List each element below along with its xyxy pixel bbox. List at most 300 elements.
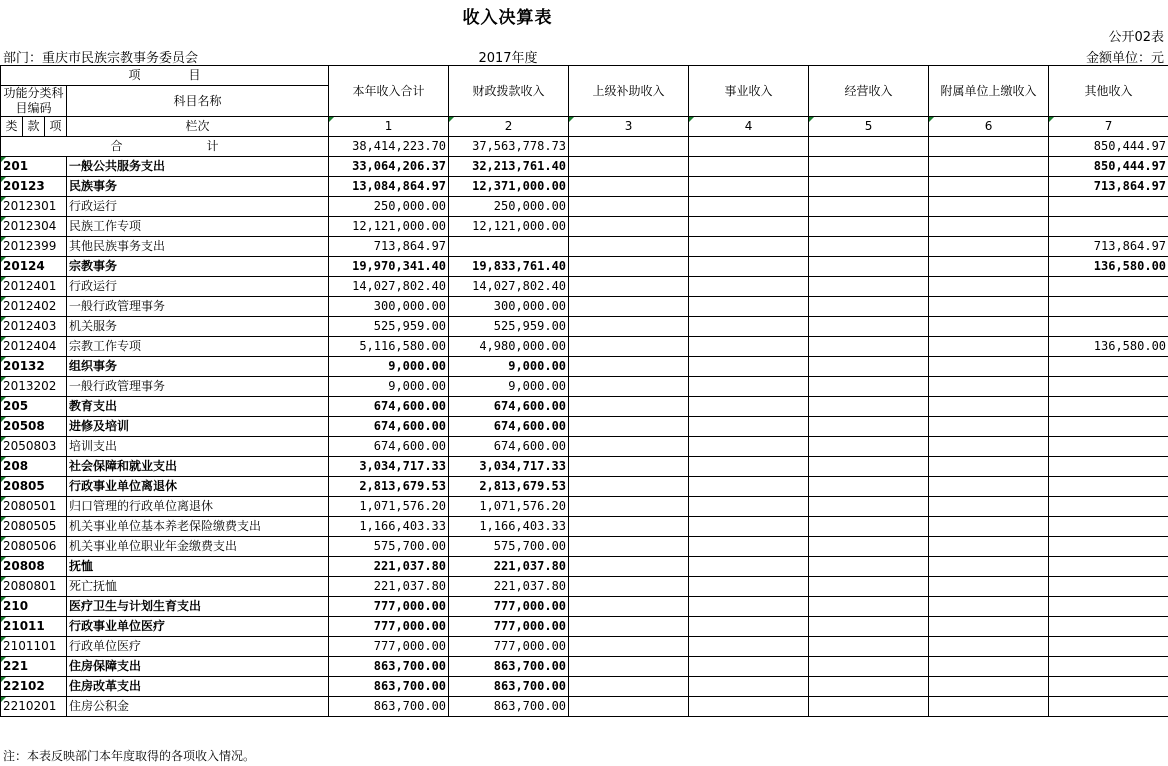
amount-cell [809, 277, 929, 297]
subject-name: 社会保障和就业支出 [67, 457, 329, 477]
subject-name: 机关事业单位职业年金缴费支出 [67, 537, 329, 557]
table-row [1, 417, 1168, 437]
amount-cell [1049, 417, 1168, 437]
amount-cell [569, 397, 689, 417]
subject-name: 住房保障支出 [67, 657, 329, 677]
table-row [1, 597, 1168, 617]
amount-cell: 3,034,717.33 [329, 457, 449, 477]
total-cell: 850,444.97 [1049, 137, 1168, 157]
subject-code: 20508 [1, 417, 67, 437]
amount-cell [569, 557, 689, 577]
amount-cell [929, 637, 1049, 657]
amount-cell [929, 377, 1049, 397]
amount-cell [1049, 277, 1168, 297]
amount-cell: 4,980,000.00 [449, 337, 569, 357]
amount-cell [1049, 697, 1168, 717]
amount-cell [689, 617, 809, 637]
amount-cell [809, 217, 929, 237]
amount-unit: 金额单位：元 [1085, 51, 1164, 66]
amount-cell: 300,000.00 [329, 297, 449, 317]
amount-cell [929, 457, 1049, 477]
amount-cell [1049, 517, 1168, 537]
amount-cell: 12,121,000.00 [449, 217, 569, 237]
lei-header: 类 [1, 117, 23, 137]
kuan-header: 款 [23, 117, 45, 137]
amount-cell [689, 437, 809, 457]
subject-code: 2012401 [1, 277, 67, 297]
table-row [1, 197, 1168, 217]
amount-cell [569, 157, 689, 177]
table-body [1, 66, 1168, 717]
amount-cell [569, 617, 689, 637]
amount-cell: 525,959.00 [329, 317, 449, 337]
subject-code: 221 [1, 657, 67, 677]
amount-cell: 777,000.00 [329, 597, 449, 617]
amount-cell [929, 157, 1049, 177]
subject-code: 2012304 [1, 217, 67, 237]
amount-cell [569, 377, 689, 397]
amount-cell [1049, 677, 1168, 697]
amount-cell: 863,700.00 [449, 677, 569, 697]
amount-cell [929, 477, 1049, 497]
subject-name: 机关事业单位基本养老保险缴费支出 [67, 517, 329, 537]
amount-cell [809, 497, 929, 517]
col-number-6: 6 [929, 117, 1049, 137]
table-row [1, 617, 1168, 637]
col-number-4: 4 [689, 117, 809, 137]
amount-cell [569, 357, 689, 377]
lanci-label: 栏次 [67, 117, 329, 137]
total-cell [689, 137, 809, 157]
amount-cell [1049, 597, 1168, 617]
table-row [1, 557, 1168, 577]
amount-cell: 9,000.00 [329, 377, 449, 397]
amount-cell [1049, 477, 1168, 497]
amount-cell [1049, 357, 1168, 377]
amount-cell [1049, 557, 1168, 577]
subject-name: 抚恤 [67, 557, 329, 577]
amount-cell: 777,000.00 [329, 637, 449, 657]
subject-name: 民族工作专项 [67, 217, 329, 237]
amount-cell: 1,071,576.20 [449, 497, 569, 517]
table-row [1, 277, 1168, 297]
subject-name: 行政单位医疗 [67, 637, 329, 657]
table-row [1, 637, 1168, 657]
table-row [1, 397, 1168, 417]
amount-cell [929, 617, 1049, 637]
amount-cell [1049, 637, 1168, 657]
table-row [1, 377, 1168, 397]
subject-code: 2012399 [1, 237, 67, 257]
subject-name: 行政事业单位离退休 [67, 477, 329, 497]
amount-cell: 850,444.97 [1049, 157, 1168, 177]
amount-cell: 136,580.00 [1049, 257, 1168, 277]
subject-code: 210 [1, 597, 67, 617]
subject-code: 205 [1, 397, 67, 417]
xiang-header: 项 [45, 117, 67, 137]
table-row [1, 177, 1168, 197]
item-header: 项 目 [1, 66, 329, 86]
amount-cell [809, 297, 929, 317]
amount-cell: 674,600.00 [449, 417, 569, 437]
amount-cell [689, 197, 809, 217]
subject-code: 20124 [1, 257, 67, 277]
col-header-5: 经营收入 [809, 66, 929, 117]
amount-cell [569, 537, 689, 557]
amount-cell [809, 157, 929, 177]
table-number: 公开02表 [1108, 30, 1164, 45]
amount-cell [809, 637, 929, 657]
amount-cell: 777,000.00 [329, 617, 449, 637]
table-row [1, 677, 1168, 697]
subject-code: 2012404 [1, 337, 67, 357]
subject-name: 住房公积金 [67, 697, 329, 717]
amount-cell: 32,213,761.40 [449, 157, 569, 177]
footnote: 注：本表反映部门本年度取得的各项收入情况。 [3, 749, 256, 763]
amount-cell [1049, 657, 1168, 677]
subject-code: 2012402 [1, 297, 67, 317]
amount-cell [689, 277, 809, 297]
table-row [1, 477, 1168, 497]
amount-cell [1049, 457, 1168, 477]
subject-code: 2050803 [1, 437, 67, 457]
subject-code: 20808 [1, 557, 67, 577]
subject-code: 201 [1, 157, 67, 177]
amount-cell [689, 157, 809, 177]
header-row-item [1, 66, 1168, 86]
page-title: 收入决算表 [462, 8, 553, 28]
amount-cell [569, 337, 689, 357]
amount-cell: 575,700.00 [449, 537, 569, 557]
amount-cell: 863,700.00 [329, 697, 449, 717]
amount-cell: 1,071,576.20 [329, 497, 449, 517]
amount-cell [809, 517, 929, 537]
col-number-5: 5 [809, 117, 929, 137]
amount-cell [569, 577, 689, 597]
amount-cell: 14,027,802.40 [329, 277, 449, 297]
total-cell [809, 137, 929, 157]
subject-code: 2080506 [1, 537, 67, 557]
amount-cell [809, 697, 929, 717]
amount-cell [689, 457, 809, 477]
subject-name: 机关服务 [67, 317, 329, 337]
column-number-row [1, 117, 1168, 137]
table-row [1, 297, 1168, 317]
amount-cell [569, 477, 689, 497]
amount-cell [689, 557, 809, 577]
amount-cell [929, 357, 1049, 377]
amount-cell [929, 517, 1049, 537]
amount-cell [689, 357, 809, 377]
amount-cell [689, 177, 809, 197]
amount-cell [689, 237, 809, 257]
subject-name: 死亡抚恤 [67, 577, 329, 597]
amount-cell [569, 177, 689, 197]
amount-cell: 777,000.00 [449, 637, 569, 657]
amount-cell [929, 657, 1049, 677]
amount-cell: 713,864.97 [1049, 237, 1168, 257]
amount-cell [689, 677, 809, 697]
amount-cell: 2,813,679.53 [449, 477, 569, 497]
amount-cell: 19,833,761.40 [449, 257, 569, 277]
table-row [1, 517, 1168, 537]
department-label: 部门：重庆市民族宗教事务委员会 [3, 51, 199, 66]
amount-cell [809, 617, 929, 637]
subject-name-header: 科目名称 [67, 86, 329, 117]
col-header-7: 其他收入 [1049, 66, 1168, 117]
amount-cell [929, 697, 1049, 717]
amount-cell [809, 437, 929, 457]
fiscal-year: 2017年度 [478, 51, 538, 66]
total-cell: 37,563,778.73 [449, 137, 569, 157]
subject-name: 进修及培训 [67, 417, 329, 437]
amount-cell [809, 417, 929, 437]
amount-cell: 863,700.00 [329, 677, 449, 697]
amount-cell [569, 257, 689, 277]
subject-code: 20805 [1, 477, 67, 497]
amount-cell [929, 497, 1049, 517]
amount-cell [569, 677, 689, 697]
amount-cell [929, 557, 1049, 577]
table-row [1, 257, 1168, 277]
amount-cell: 2,813,679.53 [329, 477, 449, 497]
col-number-3: 3 [569, 117, 689, 137]
amount-cell [689, 637, 809, 657]
amount-cell: 13,084,864.97 [329, 177, 449, 197]
amount-cell [569, 297, 689, 317]
func-code-header: 功能分类科目编码 [1, 86, 67, 117]
amount-cell [929, 297, 1049, 317]
amount-cell [689, 537, 809, 557]
amount-cell: 777,000.00 [449, 597, 569, 617]
amount-cell [809, 677, 929, 697]
amount-cell: 1,166,403.33 [329, 517, 449, 537]
amount-cell: 674,600.00 [329, 417, 449, 437]
amount-cell [929, 257, 1049, 277]
amount-cell [1049, 537, 1168, 557]
table-row [1, 237, 1168, 257]
amount-cell [1049, 437, 1168, 457]
amount-cell [1049, 577, 1168, 597]
amount-cell [1049, 217, 1168, 237]
amount-cell: 9,000.00 [329, 357, 449, 377]
table-row [1, 217, 1168, 237]
table-row [1, 437, 1168, 457]
amount-cell [929, 237, 1049, 257]
col-number-2: 2 [449, 117, 569, 137]
amount-cell [1049, 617, 1168, 637]
amount-cell [569, 217, 689, 237]
table-row [1, 657, 1168, 677]
amount-cell: 19,970,341.40 [329, 257, 449, 277]
amount-cell [809, 657, 929, 677]
subject-code: 20123 [1, 177, 67, 197]
amount-cell [809, 197, 929, 217]
amount-cell [449, 237, 569, 257]
col-header-2: 财政拨款收入 [449, 66, 569, 117]
subject-name: 行政运行 [67, 197, 329, 217]
amount-cell [569, 237, 689, 257]
amount-cell [569, 457, 689, 477]
table-row [1, 357, 1168, 377]
amount-cell [929, 277, 1049, 297]
subject-code: 2101101 [1, 637, 67, 657]
amount-cell: 221,037.80 [449, 557, 569, 577]
col-number-7: 7 [1049, 117, 1168, 137]
amount-cell [689, 337, 809, 357]
subject-name: 医疗卫生与计划生育支出 [67, 597, 329, 617]
amount-cell [809, 537, 929, 557]
amount-cell [809, 557, 929, 577]
amount-cell [1049, 377, 1168, 397]
amount-cell [929, 677, 1049, 697]
amount-cell [689, 217, 809, 237]
amount-cell: 674,600.00 [329, 397, 449, 417]
subject-code: 2013202 [1, 377, 67, 397]
subject-code: 2080801 [1, 577, 67, 597]
amount-cell [569, 637, 689, 657]
amount-cell: 136,580.00 [1049, 337, 1168, 357]
amount-cell: 1,166,403.33 [449, 517, 569, 537]
amount-cell: 14,027,802.40 [449, 277, 569, 297]
amount-cell [689, 377, 809, 397]
amount-cell [809, 477, 929, 497]
amount-cell: 5,116,580.00 [329, 337, 449, 357]
amount-cell: 674,600.00 [449, 437, 569, 457]
subject-code: 2012403 [1, 317, 67, 337]
amount-cell: 863,700.00 [449, 697, 569, 717]
amount-cell [809, 377, 929, 397]
total-cell: 38,414,223.70 [329, 137, 449, 157]
amount-cell [569, 317, 689, 337]
subject-name: 其他民族事务支出 [67, 237, 329, 257]
amount-cell [689, 697, 809, 717]
subject-name: 一般行政管理事务 [67, 297, 329, 317]
amount-cell: 863,700.00 [449, 657, 569, 677]
amount-cell [689, 477, 809, 497]
amount-cell [929, 537, 1049, 557]
table-row [1, 317, 1168, 337]
total-cell [569, 137, 689, 157]
amount-cell: 674,600.00 [329, 437, 449, 457]
subject-name: 归口管理的行政单位离退休 [67, 497, 329, 517]
col-header-6: 附属单位上缴收入 [929, 66, 1049, 117]
table-row [1, 157, 1168, 177]
amount-cell [1049, 317, 1168, 337]
table-row [1, 537, 1168, 557]
amount-cell [929, 177, 1049, 197]
subject-name: 宗教工作专项 [67, 337, 329, 357]
amount-cell: 33,064,206.37 [329, 157, 449, 177]
amount-cell [569, 597, 689, 617]
table-row [1, 577, 1168, 597]
amount-cell: 221,037.80 [449, 577, 569, 597]
subject-code: 2012301 [1, 197, 67, 217]
amount-cell [1049, 297, 1168, 317]
amount-cell [809, 597, 929, 617]
amount-cell [1049, 197, 1168, 217]
col-header-4: 事业收入 [689, 66, 809, 117]
amount-cell [569, 697, 689, 717]
amount-cell: 300,000.00 [449, 297, 569, 317]
subject-code: 22102 [1, 677, 67, 697]
subject-name: 一般行政管理事务 [67, 377, 329, 397]
amount-cell: 713,864.97 [1049, 177, 1168, 197]
subject-name: 行政运行 [67, 277, 329, 297]
subject-code: 2080501 [1, 497, 67, 517]
amount-cell: 9,000.00 [449, 357, 569, 377]
amount-cell [689, 397, 809, 417]
amount-cell: 12,121,000.00 [329, 217, 449, 237]
col-header-3: 上级补助收入 [569, 66, 689, 117]
amount-cell: 221,037.80 [329, 577, 449, 597]
amount-cell: 777,000.00 [449, 617, 569, 637]
amount-cell [809, 577, 929, 597]
amount-cell: 3,034,717.33 [449, 457, 569, 477]
amount-cell [809, 317, 929, 337]
col-number-1: 1 [329, 117, 449, 137]
total-cell [929, 137, 1049, 157]
amount-cell [569, 657, 689, 677]
subject-name: 住房改革支出 [67, 677, 329, 697]
amount-cell [569, 197, 689, 217]
subject-name: 培训支出 [67, 437, 329, 457]
amount-cell [929, 417, 1049, 437]
subject-name: 一般公共服务支出 [67, 157, 329, 177]
income-table [0, 65, 1168, 717]
subject-name: 民族事务 [67, 177, 329, 197]
amount-cell [569, 497, 689, 517]
total-row [1, 137, 1168, 157]
subject-code: 2080505 [1, 517, 67, 537]
amount-cell [689, 597, 809, 617]
table-row [1, 337, 1168, 357]
amount-cell: 575,700.00 [329, 537, 449, 557]
amount-cell [689, 297, 809, 317]
amount-cell [569, 437, 689, 457]
amount-cell [1049, 497, 1168, 517]
subject-name: 教育支出 [67, 397, 329, 417]
amount-cell [929, 217, 1049, 237]
table-row [1, 457, 1168, 477]
amount-cell [689, 657, 809, 677]
amount-cell [689, 577, 809, 597]
amount-cell [809, 337, 929, 357]
amount-cell [929, 197, 1049, 217]
col-header-1: 本年收入合计 [329, 66, 449, 117]
table-row [1, 697, 1168, 717]
amount-cell [809, 397, 929, 417]
total-label: 合 计 [1, 137, 329, 157]
amount-cell: 250,000.00 [329, 197, 449, 217]
amount-cell [929, 597, 1049, 617]
amount-cell [929, 317, 1049, 337]
subject-name: 行政事业单位医疗 [67, 617, 329, 637]
amount-cell [809, 357, 929, 377]
amount-cell [689, 257, 809, 277]
subject-code: 2210201 [1, 697, 67, 717]
amount-cell: 863,700.00 [329, 657, 449, 677]
amount-cell: 250,000.00 [449, 197, 569, 217]
amount-cell: 221,037.80 [329, 557, 449, 577]
table-row [1, 497, 1168, 517]
amount-cell [929, 397, 1049, 417]
amount-cell [689, 517, 809, 537]
amount-cell [809, 457, 929, 477]
subject-name: 组织事务 [67, 357, 329, 377]
amount-cell: 12,371,000.00 [449, 177, 569, 197]
amount-cell [929, 577, 1049, 597]
